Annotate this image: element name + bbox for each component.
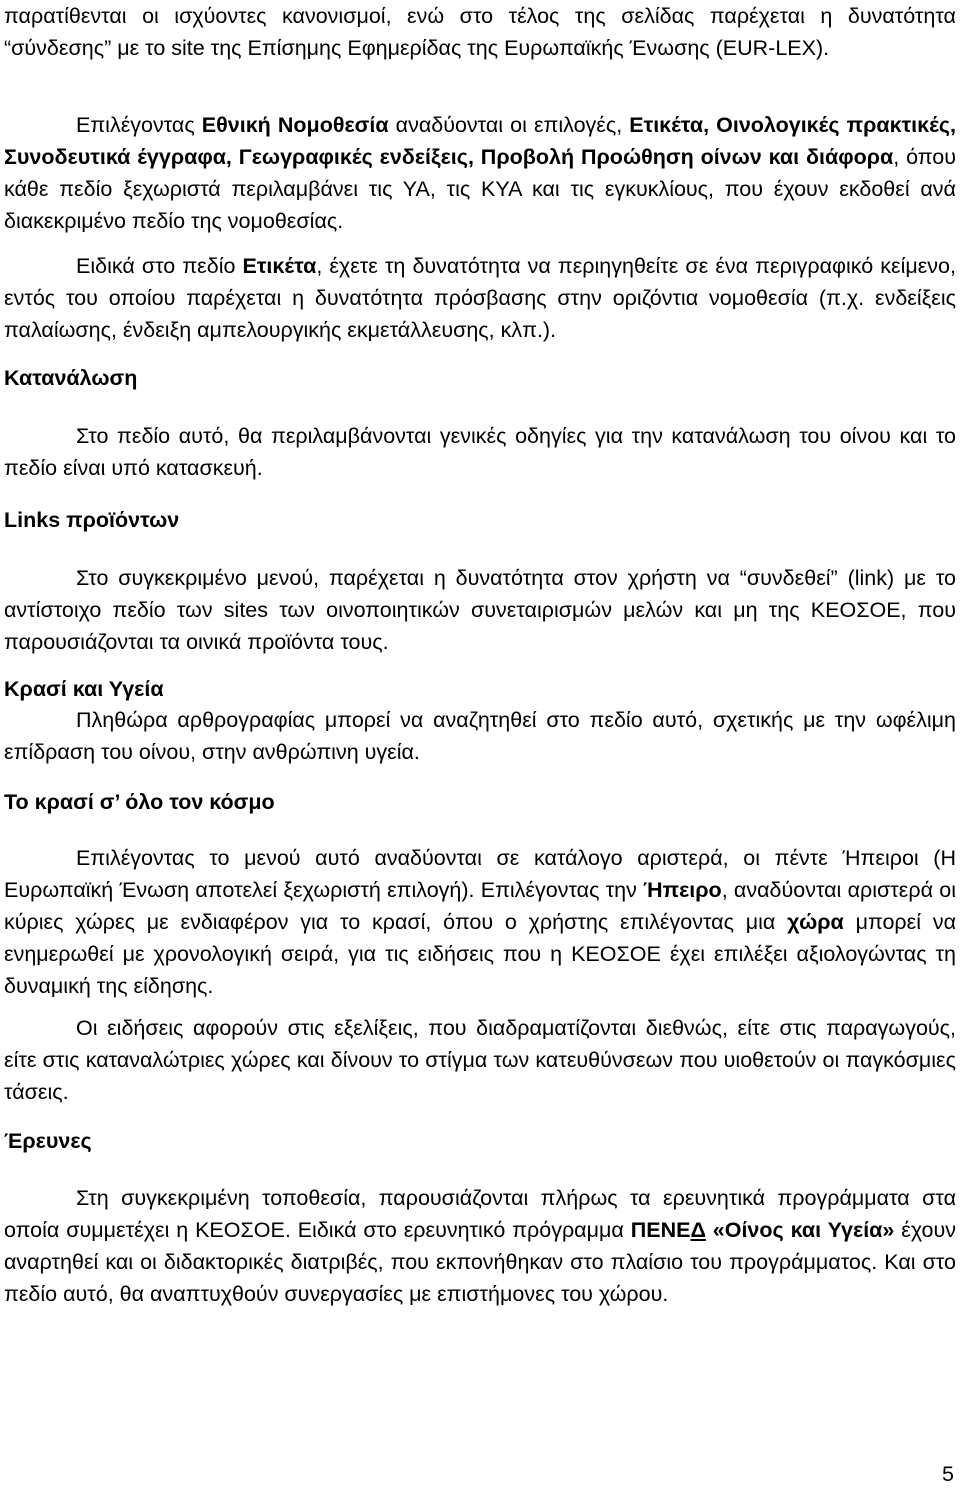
heading-product-links: Links προϊόντων xyxy=(4,508,180,532)
heading-research: Έρευνες xyxy=(4,1129,92,1153)
text-run: , όπου κάθε πεδίο ξεχωριστά περιλαμβάνει τις ΥΑ, τις ΚΥΑ και τις εγκυκλίους, που έχουν εκδοθεί ανά διακεκριμένο πεδίο της νομοθεσίας. xyxy=(4,145,956,233)
text-run: έχουν αναρτηθεί και οι διδακτορικές διατριβές, που εκπονήθηκαν στο πλαίσιο του προγράμματος. Και στο πεδίο αυτό, θα αναπτυχθούν συνεργασίες με επιστήμονες του χώρου. xyxy=(4,1218,956,1306)
text-run: Στη συγκεκριμένη τοποθεσία, παρουσιάζονται πλήρως τα ερευνητικά προγράμματα στα οποία συμμετέχει η ΚΕΟΣΟΕ. Ειδικά στο ερευνητικό πρόγραμμα xyxy=(4,1186,956,1242)
heading-wine-worldwide: Το κρασί σ’ όλο τον κόσμο xyxy=(4,790,275,814)
paragraph-eu-legislation-end xyxy=(4,0,956,64)
paragraph-text: Στο πεδίο αυτό, θα περιλαμβάνονται γενικές οδηγίες για την κατανάλωση του οίνου και το πεδίο είναι υπό κατασκευή. xyxy=(4,424,956,480)
bold-text-national-legislation: Εθνική Νομοθεσία xyxy=(201,113,389,137)
paragraph-text: Πληθώρα αρθρογραφίας μπορεί να αναζητηθεί στο πεδίο αυτό, σχετικής με την ωφέλιμη επίδραση του οίνου, στην ανθρώπινη υγεία. xyxy=(4,708,956,764)
bold-text-label: Ετικέτα xyxy=(242,254,317,278)
text-run: Ειδικά στο πεδίο xyxy=(76,254,243,278)
heading-wine-and-health: Κρασί και Υγεία xyxy=(4,677,164,701)
bold-text-country: χώρα xyxy=(787,910,844,934)
heading-consumption: Κατανάλωση xyxy=(4,366,138,390)
paragraph-national-legislation xyxy=(4,109,956,237)
paragraph-wine-worldwide-2 xyxy=(4,1012,956,1108)
paragraph-label-field xyxy=(4,250,956,346)
page-number: 5 xyxy=(942,1462,954,1486)
text-run: αναδύονται οι επιλογές, xyxy=(388,113,630,137)
paragraph-wine-worldwide-1 xyxy=(4,842,956,1002)
paragraph-text: Οι ειδήσεις αφορούν στις εξελίξεις, που διαδραματίζονται διεθνώς, είτε στις παραγωγούς, είτε στις καταναλώτριες χώρες και δίνουν το στίγμα των κατευθύνσεων που υιοθετούν οι παγκόσμιες τάσεις. xyxy=(4,1016,956,1104)
bold-text-continent: Ήπειρο xyxy=(643,878,722,902)
bold-underlined-letter: Δ xyxy=(690,1218,706,1242)
text-run: Επιλέγοντας xyxy=(76,113,202,137)
bold-text-program-name: ΠΕΝΕ xyxy=(630,1218,691,1242)
text-run: μπορεί να ενημερωθεί με χρονολογική σειρά, για τις ειδήσεις που η ΚΕΟΣΟΕ έχει επιλέξει αξιολογώντας τη δυναμική της είδησης. xyxy=(4,910,957,998)
text-run: Επιλέγοντας το μενού αυτό αναδύονται σε κατάλογο αριστερά, οι πέντε Ήπειροι (Η Ευρωπαϊκή Ένωση αποτελεί ξεχωριστή επιλογή). Επιλέγοντας την xyxy=(4,846,956,902)
paragraph-text: Στο συγκεκριμένο μενού, παρέχεται η δυνατότητα στον χρήστη να “συνδεθεί” (link) με το αντίστοιχο πεδίο των sites των οινοποιητικών συνεταιρισμών μελών και μη της ΚΕΟΣΟΕ, που παρουσιάζονται τα οινικά προϊόντα τους. xyxy=(4,566,956,654)
bold-text-options-list: Ετικέτα, Οινολογικές πρακτικές, Συνοδευτικά έγγραφα, Γεωγραφικές ενδείξεις, Προβολή Προώθηση οίνων και διάφορα xyxy=(4,113,956,169)
paragraph-product-links xyxy=(4,562,956,658)
paragraph-research xyxy=(4,1182,956,1310)
text-run: , αναδύονται αριστερά οι κύριες χώρες με ενδιαφέρον για το κρασί, όπου ο χρήστης επιλέγοντας μια xyxy=(4,878,956,934)
paragraph-consumption xyxy=(4,420,956,484)
paragraph-text: παρατίθενται οι ισχύοντες κανονισμοί, ενώ στο τέλος της σελίδας παρέχεται η δυνατότητα “σύνδεσης” με το site της Επίσημης Εφημερίδας της Ευρωπαϊκής Ένωσης (EUR-LEX). xyxy=(4,4,956,60)
bold-text-program-title: «Οίνος και Υγεία» xyxy=(705,1218,895,1242)
text-run: , έχετε τη δυνατότητα να περιηγηθείτε σε ένα περιγραφικό κείμενο, εντός του οποίου παρέχεται η δυνατότητα πρόσβασης στην οριζόντια νομοθεσία (π.χ. ενδείξεις παλαίωσης, ένδειξη αμπελουργικής εκμετάλλευσης, κλπ.). xyxy=(4,254,956,342)
paragraph-wine-and-health xyxy=(4,704,956,768)
